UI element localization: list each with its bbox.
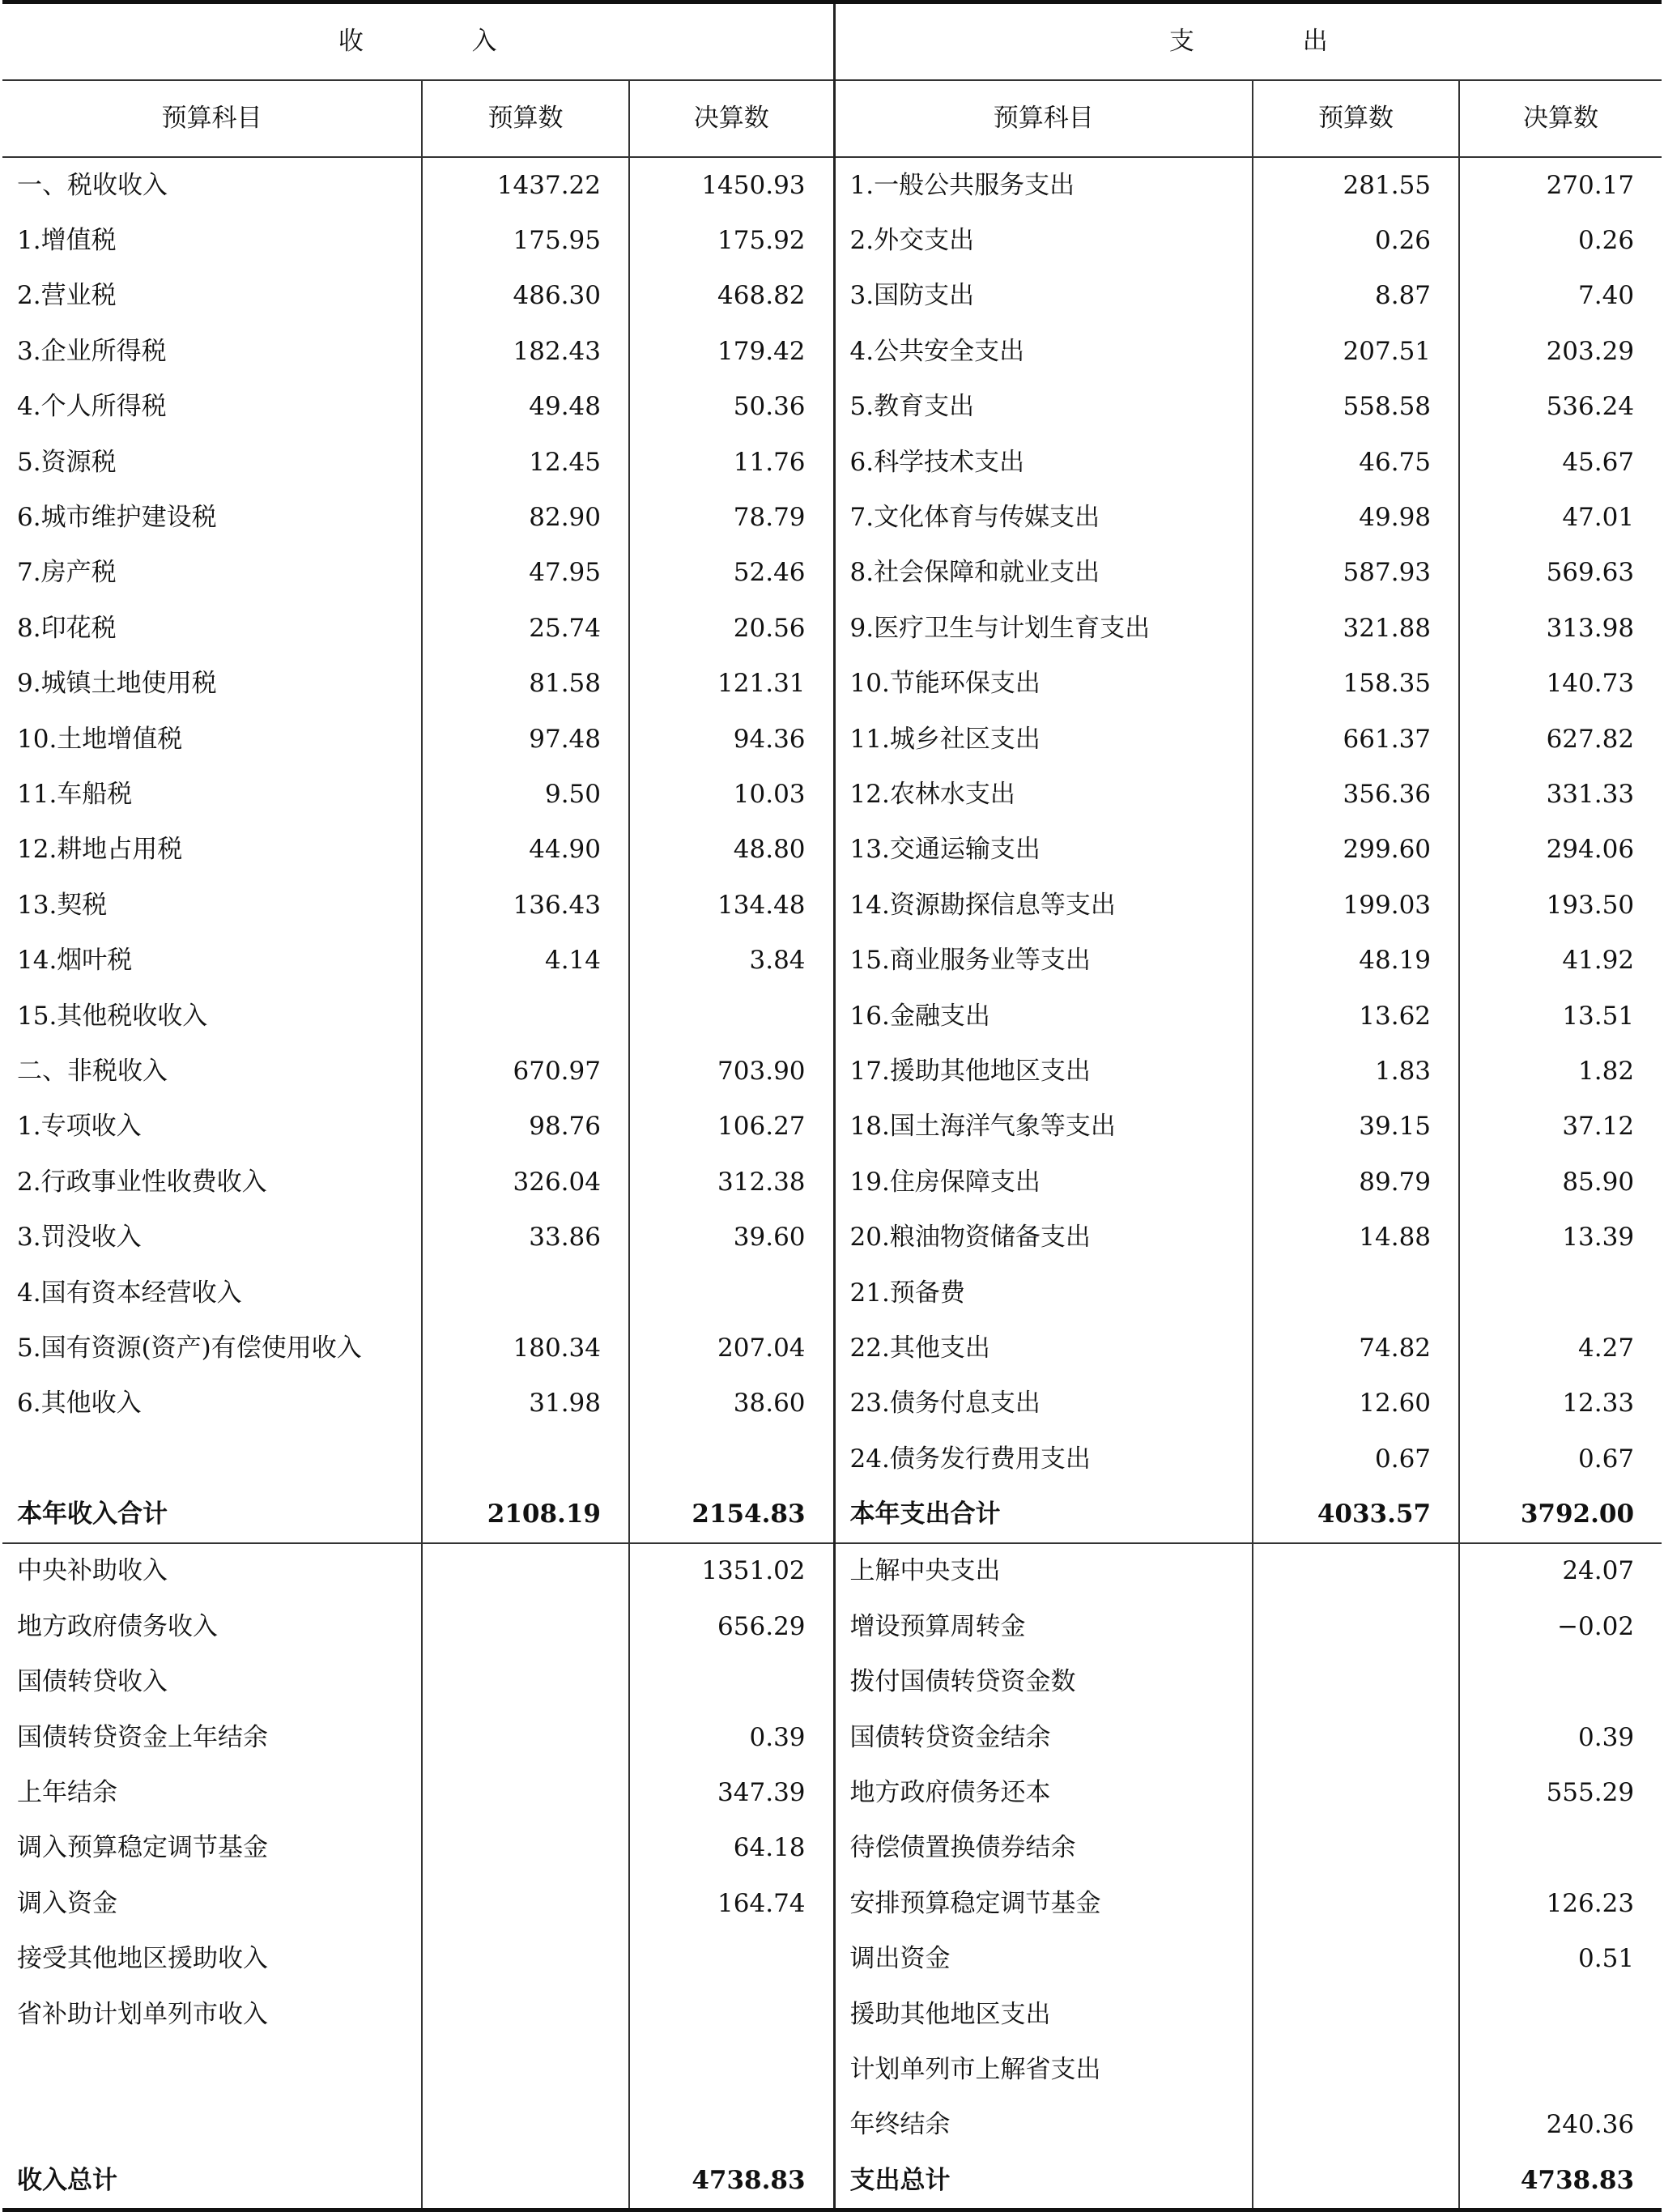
income-item-cell: 一、税收收入 [2, 157, 422, 213]
income-budget-cell [422, 1266, 629, 1321]
col-header-income-final: 决算数 [629, 80, 834, 157]
income-budget-cell: 44.90 [422, 823, 629, 878]
table-row [2, 1543, 1662, 1599]
income-budget-cell [422, 1821, 629, 1876]
table-row [2, 1210, 1662, 1265]
expense-final-cell: 47.01 [1562, 503, 1635, 533]
income-final-cell: 121.31 [629, 657, 834, 712]
income-final-cell [629, 989, 834, 1044]
expense-budget-cell: 158.35 [1253, 657, 1459, 712]
table-row [2, 1655, 1662, 1710]
expense-final-cell [1459, 2042, 1662, 2097]
table-body [2, 157, 1662, 2210]
expense-budget-cell [1253, 2098, 1459, 2153]
income-final-cell: 468.82 [629, 269, 834, 324]
expense-final-cell: 140.73 [1546, 669, 1635, 699]
income-budget-cell: 1437.22 [422, 157, 629, 213]
income-final-cell: 106.27 [629, 1100, 834, 1155]
expense-item-cell: 8.社会保障和就业支出 [834, 546, 1253, 601]
expense-budget-cell: 356.36 [1253, 767, 1459, 822]
expense-budget-cell: 46.75 [1253, 435, 1459, 490]
income-item-cell: 6.城市维护建设税 [2, 490, 422, 545]
income-item-cell: 地方政府债务收入 [2, 1599, 422, 1654]
income-item-cell: 本年收入合计 [2, 1487, 422, 1542]
budget-final-accounts-table [2, 0, 1662, 2212]
income-final-cell: 1351.02 [629, 1543, 834, 1599]
income-final-cell: 10.03 [629, 767, 834, 822]
col-header-expense-final: 决算数 [1459, 80, 1662, 157]
expense-item-cell: 增设预算周转金 [834, 1599, 1253, 1654]
income-item-cell: 13.契税 [2, 878, 422, 933]
income-item-cell: 二、非税收入 [2, 1044, 422, 1099]
table-row [2, 823, 1662, 878]
income-item-cell: 国债转贷收入 [2, 1655, 422, 1710]
table-row [2, 490, 1662, 545]
expense-final-cell: 24.07 [1562, 1556, 1635, 1586]
expense-budget-cell [1253, 1821, 1459, 1876]
income-item-cell: 8.印花税 [2, 601, 422, 656]
expense-final-cell: 4738.83 [1520, 2165, 1635, 2195]
expense-budget-cell: 299.60 [1253, 823, 1459, 878]
expense-budget-cell: 281.55 [1253, 157, 1459, 213]
income-item-cell: 接受其他地区援助收入 [2, 1932, 422, 1987]
income-final-cell: 0.39 [629, 1710, 834, 1765]
expense-item-cell: 23.债务付息支出 [834, 1376, 1253, 1431]
income-budget-cell: 486.30 [422, 269, 629, 324]
expense-budget-cell: 661.37 [1253, 712, 1459, 767]
income-budget-cell: 180.34 [422, 1321, 629, 1376]
table-row [2, 2042, 1662, 2097]
expense-final-cell: 1.82 [1578, 1056, 1635, 1086]
expense-final-cell [1459, 1655, 1662, 1710]
table-row [2, 269, 1662, 324]
expense-item-cell: 待偿债置换债券结余 [834, 1821, 1253, 1876]
income-budget-cell: 670.97 [422, 1044, 629, 1099]
expense-budget-cell: 4033.57 [1253, 1487, 1459, 1542]
expense-budget-cell: 49.98 [1253, 490, 1459, 545]
expense-budget-cell [1253, 1932, 1459, 1987]
income-item-cell: 11.车船税 [2, 767, 422, 822]
expense-budget-cell [1253, 1710, 1459, 1765]
expense-final-cell: 313.98 [1546, 613, 1635, 643]
expense-item-cell: 6.科学技术支出 [834, 435, 1253, 490]
table-row [2, 1821, 1662, 1876]
expense-budget-cell: 1.83 [1253, 1044, 1459, 1099]
income-final-cell [629, 1431, 834, 1487]
expense-budget-cell: 207.51 [1253, 324, 1459, 379]
expense-final-cell: 193.50 [1546, 890, 1635, 920]
expense-budget-cell [1253, 2153, 1459, 2210]
expense-final-cell: 45.67 [1562, 447, 1635, 477]
table-row [2, 1376, 1662, 1431]
income-final-cell: 703.90 [629, 1044, 834, 1099]
expense-final-cell: 0.67 [1578, 1444, 1635, 1474]
expense-final-cell: 0.51 [1578, 1944, 1635, 1974]
expense-item-cell: 18.国土海洋气象等支出 [834, 1100, 1253, 1155]
expense-item-cell: 9.医疗卫生与计划生育支出 [834, 601, 1253, 656]
expense-item-cell: 13.交通运输支出 [834, 823, 1253, 878]
income-final-cell: 3.84 [629, 933, 834, 988]
expense-final-cell: 270.17 [1546, 170, 1635, 200]
col-header-income-item: 预算科目 [2, 80, 422, 157]
table-row [2, 380, 1662, 435]
table-row [2, 2153, 1662, 2210]
income-item-cell: 2.行政事业性收费收入 [2, 1155, 422, 1210]
expense-final-cell: 37.12 [1562, 1112, 1635, 1142]
income-item-cell: 3.企业所得税 [2, 324, 422, 379]
income-budget-cell: 33.86 [422, 1210, 629, 1265]
expense-final-cell [1459, 1987, 1662, 2042]
income-item-cell [2, 2042, 422, 2097]
income-budget-cell: 175.95 [422, 213, 629, 268]
expense-item-cell: 本年支出合计 [834, 1487, 1253, 1542]
expense-final-cell: 240.36 [1546, 2110, 1635, 2140]
income-final-cell: 2154.83 [629, 1487, 834, 1542]
income-item-cell: 4.国有资本经营收入 [2, 1266, 422, 1321]
expense-budget-cell [1253, 1266, 1459, 1321]
income-final-cell: 656.29 [629, 1599, 834, 1654]
income-budget-cell: 49.48 [422, 380, 629, 435]
income-final-cell [629, 2098, 834, 2153]
expense-item-cell: 17.援助其他地区支出 [834, 1044, 1253, 1099]
expense-budget-cell: 39.15 [1253, 1100, 1459, 1155]
expense-item-cell: 支出总计 [834, 2153, 1253, 2210]
income-final-cell: 20.56 [629, 601, 834, 656]
income-budget-cell [422, 1431, 629, 1487]
table-row [2, 157, 1662, 213]
expense-budget-cell [1253, 2042, 1459, 2097]
table-row [2, 1876, 1662, 1931]
income-item-cell: 5.资源税 [2, 435, 422, 490]
income-budget-cell: 82.90 [422, 490, 629, 545]
expense-budget-cell: 74.82 [1253, 1321, 1459, 1376]
income-final-cell: 94.36 [629, 712, 834, 767]
income-final-cell: 312.38 [629, 1155, 834, 1210]
income-section-header: 收 入 [2, 2, 834, 81]
expense-item-cell: 14.资源勘探信息等支出 [834, 878, 1253, 933]
expense-budget-cell: 321.88 [1253, 601, 1459, 656]
income-final-cell: 38.60 [629, 1376, 834, 1431]
income-budget-cell [422, 2153, 629, 2210]
expense-item-cell: 上解中央支出 [834, 1543, 1253, 1599]
table-row [2, 1765, 1662, 1820]
expense-final-cell: 85.90 [1562, 1167, 1635, 1197]
income-final-cell: 50.36 [629, 380, 834, 435]
expense-item-cell: 15.商业服务业等支出 [834, 933, 1253, 988]
table-row [2, 2098, 1662, 2153]
income-item-cell: 上年结余 [2, 1765, 422, 1820]
expense-final-cell [1459, 1821, 1662, 1876]
income-item-cell: 14.烟叶税 [2, 933, 422, 988]
expense-item-cell: 年终结余 [834, 2098, 1253, 2153]
income-final-cell: 347.39 [629, 1765, 834, 1820]
expense-final-cell: 0.26 [1578, 226, 1635, 256]
income-item-cell: 调入预算稳定调节基金 [2, 1821, 422, 1876]
table-row [2, 1987, 1662, 2042]
income-budget-cell [422, 1932, 629, 1987]
table-row [2, 1155, 1662, 1210]
income-item-cell: 省补助计划单列市收入 [2, 1987, 422, 2042]
expense-budget-cell: 199.03 [1253, 878, 1459, 933]
income-budget-cell [422, 1599, 629, 1654]
income-item-cell: 中央补助收入 [2, 1543, 422, 1599]
income-final-cell: 175.92 [629, 213, 834, 268]
income-final-cell [629, 2042, 834, 2097]
income-budget-cell [422, 2098, 629, 2153]
table-row [2, 1431, 1662, 1487]
table-row [2, 1266, 1662, 1321]
expense-final-cell [1459, 1266, 1662, 1321]
expense-item-cell: 12.农林水支出 [834, 767, 1253, 822]
income-item-cell: 3.罚没收入 [2, 1210, 422, 1265]
table-row [2, 435, 1662, 490]
income-budget-cell: 2108.19 [422, 1487, 629, 1542]
expense-final-cell: −0.02 [1557, 1611, 1635, 1641]
expense-item-cell: 安排预算稳定调节基金 [834, 1876, 1253, 1931]
table-row [2, 989, 1662, 1044]
income-item-cell: 1.专项收入 [2, 1100, 422, 1155]
income-budget-cell: 31.98 [422, 1376, 629, 1431]
expense-budget-cell: 587.93 [1253, 546, 1459, 601]
income-budget-cell [422, 2042, 629, 2097]
expense-item-cell: 地方政府债务还本 [834, 1765, 1253, 1820]
income-final-cell: 52.46 [629, 546, 834, 601]
expense-budget-cell: 14.88 [1253, 1210, 1459, 1265]
expense-budget-cell [1253, 1655, 1459, 1710]
income-budget-cell [422, 1765, 629, 1820]
income-final-cell: 78.79 [629, 490, 834, 545]
income-item-cell: 收入总计 [2, 2153, 422, 2210]
table-row [2, 324, 1662, 379]
table-row [2, 601, 1662, 656]
expense-final-cell: 294.06 [1546, 835, 1635, 865]
expense-final-cell: 3792.00 [1459, 1487, 1662, 1542]
income-budget-cell: 182.43 [422, 324, 629, 379]
expense-budget-cell: 0.26 [1253, 213, 1459, 268]
expense-budget-cell: 13.62 [1253, 989, 1459, 1044]
expense-item-cell: 7.文化体育与传媒支出 [834, 490, 1253, 545]
expense-final-cell: 331.33 [1546, 779, 1635, 809]
income-final-cell [629, 1266, 834, 1321]
col-header-expense-budget: 预算数 [1253, 80, 1459, 157]
expense-budget-cell: 12.60 [1253, 1376, 1459, 1431]
income-item-cell: 5.国有资源(资产)有偿使用收入 [2, 1321, 422, 1376]
income-budget-cell: 4.14 [422, 933, 629, 988]
expense-final-cell: 126.23 [1546, 1888, 1635, 1918]
income-budget-cell [422, 989, 629, 1044]
expense-item-cell: 1.一般公共服务支出 [834, 157, 1253, 213]
table-row [2, 1100, 1662, 1155]
expense-item-cell: 援助其他地区支出 [834, 1987, 1253, 2042]
income-budget-cell: 97.48 [422, 712, 629, 767]
income-budget-cell: 9.50 [422, 767, 629, 822]
table-row [2, 1932, 1662, 1987]
table-row [2, 1044, 1662, 1099]
expense-final-cell: 41.92 [1562, 946, 1635, 976]
expense-item-cell: 21.预备费 [834, 1266, 1253, 1321]
income-budget-cell: 81.58 [422, 657, 629, 712]
income-final-cell: 207.04 [629, 1321, 834, 1376]
income-item-cell: 1.增值税 [2, 213, 422, 268]
income-final-cell: 48.80 [629, 823, 834, 878]
expense-budget-cell: 89.79 [1253, 1155, 1459, 1210]
expense-budget-cell [1253, 1543, 1459, 1599]
income-budget-cell: 98.76 [422, 1100, 629, 1155]
expense-budget-cell: 48.19 [1253, 933, 1459, 988]
col-header-income-budget: 预算数 [422, 80, 629, 157]
table-row [2, 712, 1662, 767]
income-budget-cell [422, 1710, 629, 1765]
expense-final-cell: 536.24 [1546, 392, 1635, 422]
expense-final-cell: 0.39 [1578, 1722, 1635, 1752]
expense-final-cell: 13.51 [1562, 1001, 1635, 1031]
expense-item-cell: 2.外交支出 [834, 213, 1253, 268]
expense-budget-cell: 0.67 [1253, 1431, 1459, 1487]
expense-item-cell: 4.公共安全支出 [834, 324, 1253, 379]
income-item-cell: 10.土地增值税 [2, 712, 422, 767]
expense-item-cell: 19.住房保障支出 [834, 1155, 1253, 1210]
income-budget-cell: 25.74 [422, 601, 629, 656]
income-final-cell: 39.60 [629, 1210, 834, 1265]
income-final-cell: 64.18 [629, 1821, 834, 1876]
expense-item-cell: 10.节能环保支出 [834, 657, 1253, 712]
expense-item-cell: 20.粮油物资储备支出 [834, 1210, 1253, 1265]
income-item-cell: 2.营业税 [2, 269, 422, 324]
expense-item-cell: 16.金融支出 [834, 989, 1253, 1044]
expense-item-cell: 11.城乡社区支出 [834, 712, 1253, 767]
income-budget-cell [422, 1655, 629, 1710]
income-final-cell: 179.42 [629, 324, 834, 379]
income-item-cell: 9.城镇土地使用税 [2, 657, 422, 712]
income-item-cell: 6.其他收入 [2, 1376, 422, 1431]
expense-final-cell: 627.82 [1546, 724, 1635, 754]
expense-item-cell: 3.国防支出 [834, 269, 1253, 324]
table-row [2, 1599, 1662, 1654]
income-final-cell: 11.76 [629, 435, 834, 490]
income-budget-cell: 326.04 [422, 1155, 629, 1210]
income-final-cell [629, 1655, 834, 1710]
expense-budget-cell: 8.87 [1253, 269, 1459, 324]
table-row [2, 1321, 1662, 1376]
expense-item-cell: 24.债务发行费用支出 [834, 1431, 1253, 1487]
expense-budget-cell [1253, 1765, 1459, 1820]
table-row [2, 546, 1662, 601]
expense-final-cell: 569.63 [1546, 558, 1635, 588]
expense-final-cell: 12.33 [1562, 1389, 1635, 1419]
table-row [2, 878, 1662, 933]
income-budget-cell: 12.45 [422, 435, 629, 490]
expense-item-cell: 计划单列市上解省支出 [834, 2042, 1253, 2097]
table-row [2, 767, 1662, 822]
expense-final-cell: 4.27 [1578, 1333, 1635, 1363]
expense-item-cell: 22.其他支出 [834, 1321, 1253, 1376]
income-item-cell [2, 2098, 422, 2153]
income-budget-cell: 136.43 [422, 878, 629, 933]
income-item-cell: 4.个人所得税 [2, 380, 422, 435]
expense-final-cell: 7.40 [1578, 281, 1635, 311]
table-row [2, 933, 1662, 988]
table-row [2, 657, 1662, 712]
income-final-cell: 164.74 [629, 1876, 834, 1931]
expense-item-cell: 国债转贷资金结余 [834, 1710, 1253, 1765]
income-budget-cell [422, 1876, 629, 1931]
income-final-cell [629, 1932, 834, 1987]
expense-item-cell: 调出资金 [834, 1932, 1253, 1987]
income-budget-cell: 47.95 [422, 546, 629, 601]
income-item-cell: 7.房产税 [2, 546, 422, 601]
expense-budget-cell [1253, 1599, 1459, 1654]
income-final-cell: 4738.83 [629, 2153, 834, 2210]
expense-budget-cell [1253, 1987, 1459, 2042]
income-budget-cell [422, 1543, 629, 1599]
expense-final-cell: 203.29 [1546, 336, 1635, 366]
income-final-cell: 134.48 [629, 878, 834, 933]
income-item-cell: 15.其他税收收入 [2, 989, 422, 1044]
income-item-cell [2, 1431, 422, 1487]
expense-section-header: 支 出 [834, 2, 1662, 81]
expense-budget-cell [1253, 1876, 1459, 1931]
income-item-cell: 12.耕地占用税 [2, 823, 422, 878]
expense-final-cell: 13.39 [1562, 1223, 1635, 1253]
expense-item-cell: 5.教育支出 [834, 380, 1253, 435]
expense-final-cell: 555.29 [1546, 1778, 1635, 1808]
col-header-expense-item: 预算科目 [834, 80, 1253, 157]
income-budget-cell [422, 1987, 629, 2042]
expense-budget-cell: 558.58 [1253, 380, 1459, 435]
table-row [2, 1487, 1662, 1542]
income-item-cell: 调入资金 [2, 1876, 422, 1931]
income-item-cell: 国债转贷资金上年结余 [2, 1710, 422, 1765]
table-row [2, 1710, 1662, 1765]
table-row [2, 213, 1662, 268]
income-final-cell [629, 1987, 834, 2042]
income-final-cell: 1450.93 [629, 157, 834, 213]
expense-item-cell: 拨付国债转贷资金数 [834, 1655, 1253, 1710]
